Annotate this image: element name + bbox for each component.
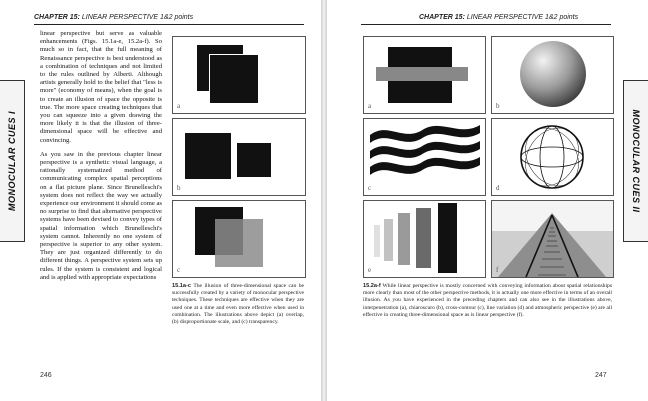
right-page-header: [419, 14, 578, 21]
figure-label: c: [177, 266, 181, 274]
left-caption-text: The illusion of three-dimensional space can be successfully created by a variety of monocular perspective techniques. These techniques are effective when they are used one at a time and even more effective when used in combination. The illustrations above depict (a) overlap, (b) disproportionate scale, and (c) transparency.: [172, 283, 304, 326]
figure-15-1a-overlap: [172, 36, 306, 114]
left-caption-label: 15.1a-c: [172, 283, 191, 289]
figure-15-1c-transparency: [172, 200, 306, 278]
figure-15-2a-interpenetration: [363, 36, 486, 114]
wave-ribbons: [364, 119, 485, 195]
figure-label: b: [177, 184, 181, 192]
right-caption-label: 15.2a-f: [363, 283, 381, 289]
right-caption-text: While linear perspective is mostly concerned with conveying information about spatial relationships more clearly than most of the other perspective methods, it is actually one more effective in terms of an overall illusion. As you have experienced in the preceding chapters and can also see in the illustrations above, interpenetration (a), chiaroscuro (b), cross-contour (c), line variation (d) and atmospheric perspective (e) are all effective in creating three-dimensional space as is linear perspective (f).: [363, 283, 612, 318]
figure-15-2e-atmospheric: [363, 200, 486, 278]
figure-15-1b-scale: [172, 118, 306, 196]
right-header-rule: [361, 24, 611, 25]
square-front: [209, 54, 259, 104]
left-page: [0, 0, 321, 401]
right-side-tab: [623, 80, 648, 242]
left-paragraph-2: As you saw in the previous chapter linear perspective is a synthetic visual language, a rationally systematized method of communicating complex spatial perceptions on a flat picture plane. Since Brunelleschi's system does not reflect the way we actually experience our environment it should come as no surprise to find that alternative perspective systems have been devised to convey types of spatial information which Brunelleschi's system cannot. Inherently no one system of perspective is superior to any other system. They are just organized differently to do different things. A perspective system sets up rules. If the system is consistent and logical and is applied with appropriate expectations: [40, 150, 162, 281]
square-large: [185, 133, 231, 179]
left-header-title: LINEAR PERSPECTIVE 1&2 points: [81, 14, 194, 21]
left-body-text: [40, 30, 162, 288]
left-header-chapter: CHAPTER 15:: [34, 14, 80, 21]
gray-bar: [376, 67, 468, 81]
wire-sphere: [492, 119, 613, 195]
left-header-rule: [34, 24, 304, 25]
figure-label: a: [177, 102, 181, 110]
shaded-sphere: [520, 41, 586, 107]
figure-15-2d-line-variation: [491, 118, 614, 196]
figure-label: b: [496, 102, 500, 110]
right-figure-caption: [363, 283, 612, 319]
bar-mid: [398, 213, 410, 265]
right-page-number: 247: [595, 372, 607, 379]
figure-15-2c-cross-contour: [363, 118, 486, 196]
left-side-tab: [0, 80, 25, 242]
bar-dark: [416, 208, 431, 268]
right-header-chapter: CHAPTER 15:: [419, 14, 465, 21]
square-small: [237, 143, 271, 177]
right-side-tab-label: MONOCULAR CUES II: [631, 109, 641, 213]
figure-label: a: [368, 102, 372, 110]
right-page: [327, 0, 648, 401]
figure-label: f: [496, 266, 499, 274]
figure-label: d: [496, 184, 500, 192]
right-header-title: LINEAR PERSPECTIVE 1&2 points: [466, 14, 579, 21]
figure-15-2f-linear-perspective: [491, 200, 614, 278]
left-figure-caption: [172, 283, 304, 326]
left-page-header: [34, 14, 193, 21]
figure-label: e: [368, 266, 372, 274]
figure-label: c: [368, 184, 372, 192]
bar-faint: [374, 225, 380, 257]
left-side-tab-label: MONOCULAR CUES I: [7, 111, 17, 211]
square-transparent: [215, 219, 263, 267]
left-page-number: 246: [40, 372, 52, 379]
figure-15-2b-chiaroscuro: [491, 36, 614, 114]
bar-light: [384, 219, 393, 261]
left-paragraph-1: linear perspective but serve as valuable enhancements (Figs. 15.1a-e, 15.2a-f). So much so in fact, that the full meaning of Renaissance perspective is best understood as a combination of techniques and not limited to the rules outlined by Alberti. Although artists generally hold to the belief that "less is more" (economy of means), when the goal is to create an illusion of space the opposite is true. The more space creating techniques that you can squeeze into a given drawing the more likely it is that the illusion of three-dimensional space will be effective and convincing.: [40, 30, 162, 144]
railroad-tracks: [492, 201, 613, 277]
bar-darkest: [438, 203, 457, 273]
